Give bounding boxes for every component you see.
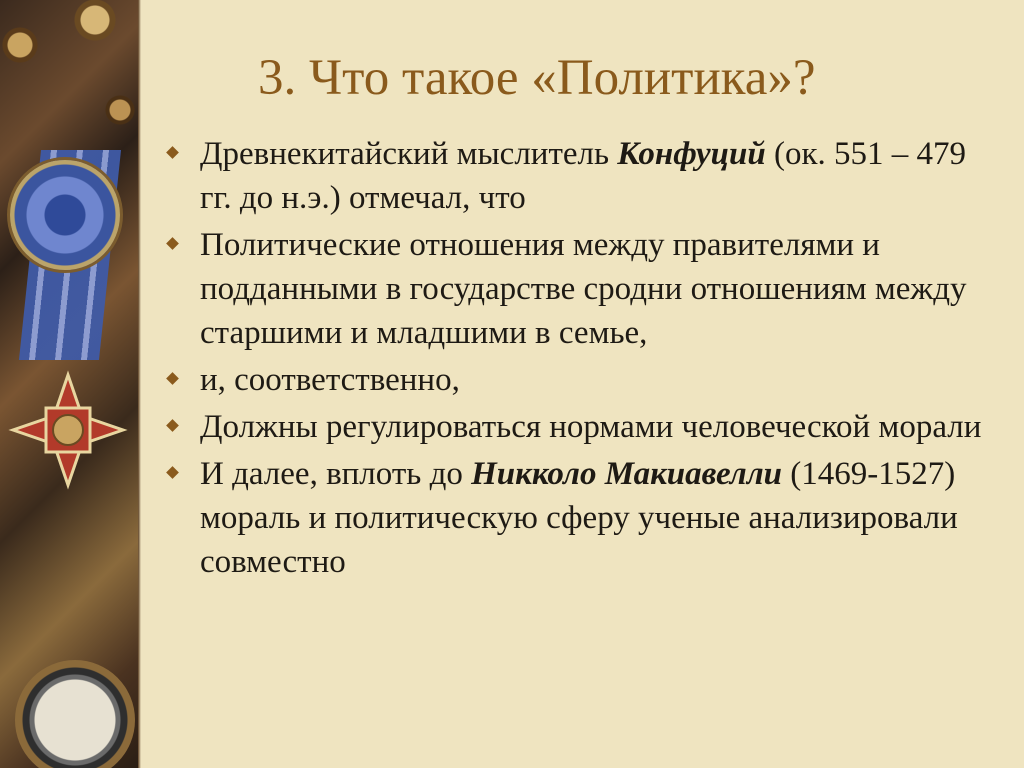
bullet-text: Древнекитайский мыслитель bbox=[200, 136, 618, 172]
bullet-text: (ок. 551 – 479 гг. до н.э.) отмечал, что bbox=[200, 136, 966, 216]
bullet-item bbox=[166, 358, 996, 402]
diamond-bullet-icon bbox=[166, 419, 179, 432]
bullet-list bbox=[166, 132, 996, 587]
medal-cross-icon bbox=[8, 370, 128, 490]
compass-decoration bbox=[15, 660, 135, 768]
bullet-item bbox=[166, 405, 996, 449]
name-emphasis: Конфуций bbox=[617, 136, 766, 172]
bullet-text: Должны регулироваться нормами человеческой морали bbox=[200, 409, 982, 445]
diamond-bullet-icon bbox=[166, 372, 179, 385]
bullet-text: Политические отношения между правителями и подданными в государстве сродни отношениям между старшими и младшими в семье, bbox=[200, 227, 967, 351]
divider bbox=[138, 0, 141, 768]
diamond-bullet-icon bbox=[166, 146, 179, 159]
bullet-text: (1469-1527) мораль и политическую сферу ученые анализировали совместно bbox=[200, 456, 958, 580]
decorative-medals-image bbox=[0, 0, 138, 768]
name-emphasis: Никколо Макиавелли bbox=[471, 456, 783, 492]
bullet-text: И далее, вплоть до bbox=[200, 456, 472, 492]
bullet-text: и, соответственно, bbox=[200, 362, 460, 398]
diamond-bullet-icon bbox=[166, 466, 179, 479]
bullet-item bbox=[166, 452, 996, 584]
bullet-item bbox=[166, 223, 996, 355]
bullet-item bbox=[166, 132, 996, 220]
diamond-bullet-icon bbox=[166, 237, 179, 250]
slide-title: 3. Что такое «Политика»? bbox=[258, 50, 816, 106]
rosette-decoration bbox=[10, 160, 120, 270]
